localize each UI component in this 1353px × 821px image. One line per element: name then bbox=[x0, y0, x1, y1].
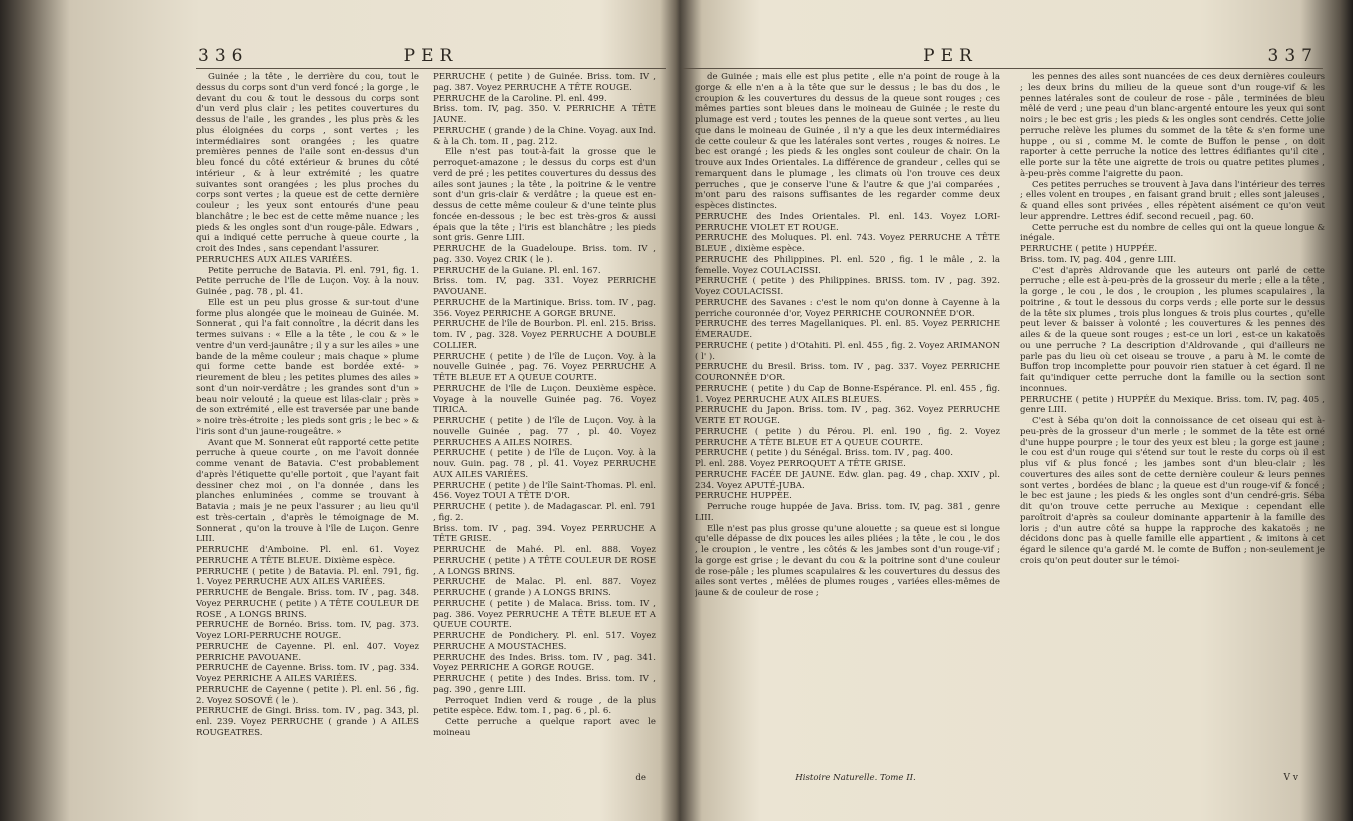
left-columns bbox=[196, 72, 656, 766]
paragraph: PERRUCHE ( petite ) d'Otahiti. Pl. enl. 455 , fig. 2. Voyez ARIMANON ( l' ). bbox=[695, 340, 1000, 362]
signature-mark: V v bbox=[1283, 773, 1298, 783]
left-page bbox=[196, 0, 666, 821]
paragraph: Perroquet Indien verd & rouge , de la plus petite espèce. Edw. tom. I , pag. 6 , pl. 6. bbox=[433, 695, 656, 717]
left-page-header bbox=[196, 46, 666, 66]
paragraph: Petite perruche de Batavia. Pl. enl. 791, fig. 1. Petite perruche de l'île de Luçon. Voy. à la nouv. Guinée , pag. 78 , pl. 41. bbox=[196, 265, 419, 297]
paragraph: PERRUCHE ( petite ) de l'île de Luçon. Voy. à la nouvelle Guinée , pag. 77 , pl. 40. Voyez PERRUCHES A AILES NOIRES. bbox=[433, 416, 656, 448]
right-page-header bbox=[683, 46, 1338, 66]
paragraph: PERRUCHE du Bresil. Briss. tom. IV , pag. 337. Voyez PERRICHE COURONNÉE D'OR. bbox=[695, 362, 1000, 383]
paragraph: PERRUCHE des Indes. Briss. tom. IV , pag. 341. Voyez PERRICHE A GORGE ROUGE. bbox=[433, 652, 656, 674]
paragraph: PERRUCHE du Japon. Briss. tom. IV , pag. 362. Voyez PERRUCHE VERTE ET ROUGE. bbox=[695, 405, 1000, 426]
paragraph: Avant que M. Sonnerat eût rapporté cette petite perruche à queue courte , on me l'avoit donnée comme venant de Batavia. C'est probablement d'après l'étiquette qu'elle portoit , que l'ayant fait dessiner chez moi , on l'a donnée , dans les planches enluminées , comme se trouvant à Batavia ; mais je ne peux l'assurer ; au lieu qu'il est très-certain , d'après le témoignage de M. Sonnerat , qu'on la trouve à l'île de Luçon. Genre LIII. bbox=[196, 437, 419, 545]
paragraph: Briss. tom. IV, pag. 331. Voyez PERRICHE PAVOUANE. bbox=[433, 276, 656, 297]
paragraph: Briss. tom. IV, pag. 404 , genre LIII. bbox=[1020, 254, 1177, 265]
paragraph: Ces petites perruches se trouvent à Java dans l'intérieur des terres ; elles volent en troupes , en faisant grand bruit ; elles sont jaleuses , & quand elles sont privées , elles répètent aisément ce qu'on veut leur apprendre. Lettres édif. second recueil , pag. 60. bbox=[1020, 179, 1325, 222]
paragraph: PERRUCHE ( petite ) du Sénégal. Briss. tom. IV , pag. 400. bbox=[695, 448, 953, 459]
paragraph: PERRUCHE ( petite ) de Guinée. Briss. tom. IV , pag. 387. Voyez PERRUCHE A TÊTE ROUGE. bbox=[433, 72, 656, 93]
paragraph: PERRUCHE de Cayenne ( petite ). Pl. enl. 56 , fig. 2. Voyez SOSOVÉ ( le ). bbox=[196, 684, 419, 706]
paragraph: PERRUCHE HUPPÉE. bbox=[695, 491, 792, 502]
paragraph: PERRUCHE ( petite ) du Cap de Bonne-Espérance. Pl. enl. 455 , fig. 1. Voyez PERRUCHE AUX AILES BLEUES. bbox=[695, 383, 1000, 405]
right-page bbox=[683, 0, 1338, 821]
paragraph: PERRUCHE de Pondichery. Pl. enl. 517. Voyez PERRUCHE A MOUSTACHES. bbox=[433, 631, 656, 652]
right-running-head: PER bbox=[923, 46, 978, 66]
paragraph: PERRUCHE de Bornéo. Briss. tom. IV, pag. 373. Voyez LORI-PERRUCHE ROUGE. bbox=[196, 620, 419, 641]
paragraph: PERRUCHE ( petite ) de Batavia. Pl. enl. 791, fig. 1. Voyez PERRUCHE AUX AILES VARIÉES. bbox=[196, 566, 419, 588]
paragraph: Perruche rouge huppée de Java. Briss. tom. IV, pag. 381 , genre LIII. bbox=[695, 502, 1000, 523]
left-catchword: de bbox=[635, 773, 646, 783]
paragraph: Guinée ; la tête , le derrière du cou, tout le dessus du corps sont d'un verd foncé ; la gorge , le devant du cou & tout le dessous du corps sont d'un verd plus clair ; les petites couvertures du dessus de l'aile , les grandes , les plus près & les plus éloignées du corps , sont vertes ; les intermédiaires sont orangées ; les quatre premières pennes de l'aile sont en-dessus d'un bleu foncé du côté extérieur & brunes du côté intérieur , & à leur extrémité ; les quatre suivantes sont orangées ; les plus proches du corps sont vertes ; la queue est de cette dernière couleur ; les yeux sont entourés d'une peau blanchâtre ; le bec est de cette même nuance ; les pieds & les ongles sont d'un rouge-pâle. Edwars , qui a indiqué cette perruche à queue courte , la croit des Indes , sans cependant l'assurer. bbox=[196, 72, 419, 254]
paragraph: PERRUCHE des terres Magellaniques. Pl. enl. 85. Voyez PERRICHE ÉMERAUDE. bbox=[695, 319, 1000, 340]
right-page-number: 337 bbox=[1267, 46, 1318, 66]
paragraph: PERRUCHE de Mahé. Pl. enl. 888. Voyez PERRUCHE ( petite ) A TÊTE COULEUR DE ROSE , A LONGS BRINS. bbox=[433, 545, 656, 577]
paragraph: PERRUCHE de Malac. Pl. enl. 887. Voyez PERRUCHE ( grande ) A LONGS BRINS. bbox=[433, 577, 656, 598]
paragraph: PERRUCHE ( petite ) de l'île de Luçon. Voy. à la nouv. Guin. pag. 78 , pl. 41. Voyez PERRUCHE AUX AILES VARIÉES. bbox=[433, 448, 656, 480]
paragraph: PERRUCHE de Cayenne. Briss. tom. IV , pag. 334. Voyez PERRICHE A AILES VARIÉES. bbox=[196, 663, 419, 684]
paragraph: PERRUCHE de Gingi. Briss. tom. IV , pag. 343, pl. enl. 239. Voyez PERRUCHE ( grande ) A AILES ROUGEATRES. bbox=[196, 706, 419, 738]
left-column-1 bbox=[196, 72, 419, 766]
paragraph: PERRUCHE des Moluques. Pl. enl. 743. Voyez PERRUCHE A TÊTE BLEUE , dixième espèce. bbox=[695, 233, 1000, 254]
paragraph: de Guinée ; mais elle est plus petite , elle n'a point de rouge à la gorge & elle n'en a à la tête que sur le dessus ; le bas du dos , le croupion & les couvertures du dessus de la queue sont rouges ; ces mêmes parties sont bleues dans le moineau de Guinée ; le reste du plumage est verd ; toutes les pennes de la queue sont vertes , au lieu que dans le moineau de Guinée , il n'y a que les deux intermédiaires de cette couleur & que les latérales sont vertes , rouges & noires. Le bec est orangé ; les pieds & les ongles sont couleur de chair. On la trouve aux Indes Orientales. La différence de grandeur , celles qui se remarquent dans le plumage , les climats où l'on trouve ces deux perruches , que je conserve l'une & l'autre & que j'ai comparées , m'ont paru des raisons suffisantes de les regarder comme deux espèces distinctes. bbox=[695, 72, 1000, 211]
left-header-rule bbox=[196, 68, 666, 69]
paragraph: Briss. tom. IV , pag. 394. Voyez PERRUCHE A TÊTE GRISE. bbox=[433, 523, 656, 545]
paragraph: Elle n'est pas tout-à-fait la grosse que le perroquet-amazone ; le dessus du corps est d'un verd de pré ; les petites couvertures du dessus des ailes sont jaunes ; la tête , la poitrine & le ventre sont d'un gris-clair & verdâtre ; la queue est en-dessus de cette même couleur & d'une teinte plus foncée en-dessous ; le bec est très-gros & aussi épais que la tête ; l'iris est blanchâtre ; les pieds sont gris. Genre LIII. bbox=[433, 147, 656, 244]
paragraph: PERRUCHE ( petite ) des Indes. Briss. tom. IV , pag. 390 , genre LIII. bbox=[433, 674, 656, 695]
paragraph: PERRUCHE de Bengale. Briss. tom. IV , pag. 348. Voyez PERRUCHE ( petite ) A TÊTE COULEUR DE ROSE , A LONGS BRINS. bbox=[196, 588, 419, 620]
paragraph: PERRUCHE ( petite ) HUPPÉE. bbox=[1020, 244, 1158, 254]
paragraph: PERRUCHE de la Caroline. Pl. enl. 499. bbox=[433, 93, 607, 104]
paragraph: PERRUCHE ( petite ) de l'île Saint-Thomas. Pl. enl. 456. Voyez TOUI A TÊTE D'OR. bbox=[433, 480, 656, 502]
paragraph: PERRUCHE d'Amboine. Pl. enl. 61. Voyez PERRUCHE A TÊTE BLEUE. Dixième espèce. bbox=[196, 545, 419, 566]
paragraph: Cette perruche a quelque raport avec le moineau bbox=[433, 717, 656, 738]
paragraph: Pl. enl. 288. Voyez PERROQUET A TÊTE GRISE. bbox=[695, 459, 906, 469]
right-page-footer: Histoire Naturelle. Tome II. bbox=[795, 773, 916, 783]
paragraph: PERRUCHE ( petite ) de l'île de Luçon. Voy. à la nouvelle Guinée , pag. 76. Voyez PERRUCHE A TÊTE BLEUE ET A QUEUE COURTE. bbox=[433, 351, 656, 383]
paragraph: Cette perruche est du nombre de celles qui ont la queue longue & inégale. bbox=[1020, 222, 1325, 244]
paragraph: les pennes des ailes sont nuancées de ces deux dernières couleurs ; les deux brins du milieu de la queue sont d'un rouge-vif & les pennes latérales sont de couleur de rose - pâle , terminées de bleu mêlé de verd ; une peau d'un blanc-argenté entoure les yeux qui sont noirs ; le bec est gris ; les pieds & les ongles sont cendrés. Cette jolie perruche relève les plumes du sommet de la tête & s'en forme une huppe , ou si , comme M. le comte de Buffon le pense , on doit raporter à cette perruche la notice des lettres édifiantes qu'il cite , elle porte sur la tête une aigrette de trois ou quatre petites plumes , à-peu-près comme l'aigrette du paon. bbox=[1020, 72, 1325, 179]
paragraph: PERRUCHE de Cayenne. Pl. enl. 407. Voyez PERRICHE PAVOUANE. bbox=[196, 641, 419, 663]
paragraph: PERRUCHE des Indes Orientales. Pl. enl. 143. Voyez LORI-PERRUCHE VIOLET ET ROUGE. bbox=[695, 211, 1000, 233]
right-column-1 bbox=[695, 72, 1000, 766]
paragraph: PERRUCHE de l'île de Luçon. Deuxième espèce. Voyage à la nouvelle Guinée pag. 76. Voyez TIRICA. bbox=[433, 383, 656, 416]
paragraph: Elle est un peu plus grosse & sur-tout d'une forme plus alongée que le moineau de Guinée. M. Sonnerat , qui l'a fait connoître , la décrit dans les termes suivans : « Elle a la tête , le cou & » le ventre d'un verd-jaunâtre ; il y a sur les ailes » une bande de la même couleur ; mais chaque » plume qui forme cette bande est bordée exté- » rieurement de bleu ; les petites plumes des ailes » sont d'un noir-verdâtre ; les grandes sont d'un » beau noir velouté ; la queue est lilas-clair ; près » de son extrémité , elle est traversée par une bande » noire très-étroite ; les pieds sont gris ; le bec » & l'iris sont d'un jaune-rougeâtre. » bbox=[196, 297, 419, 437]
paragraph: PERRUCHE de l'île de Bourbon. Pl. enl. 215. Briss. tom. IV , pag. 328. Voyez PERRUCHE A DOUBLE COLLIER. bbox=[433, 319, 656, 351]
left-running-head: PER bbox=[403, 46, 459, 66]
paragraph: PERRUCHE ( petite ) de Malaca. Briss. tom. IV , pag. 386. Voyez PERRUCHE A TÊTE BLEUE ET A QUEUE COURTE. bbox=[433, 598, 656, 631]
paragraph: PERRUCHE ( petite ) HUPPÉE du Mexique. Briss. tom. IV, pag. 405 , genre LIII. bbox=[1020, 394, 1325, 416]
paragraph: PERRUCHE des Philippines. Pl. enl. 520 , fig. 1 le mâle , 2. la femelle. Voyez COULACISSI. bbox=[695, 254, 1000, 276]
left-column-2 bbox=[433, 72, 656, 766]
paragraph: PERRUCHE de la Guadeloupe. Briss. tom. IV , pag. 330. Voyez CRIK ( le ). bbox=[433, 244, 656, 265]
right-header-rule bbox=[683, 68, 1323, 69]
right-columns bbox=[695, 72, 1325, 766]
paragraph: PERRUCHE ( petite ) du Pérou. Pl. enl. 190 , fig. 2. Voyez PERRUCHE A TÊTE BLEUE ET A QUEUE COURTE. bbox=[695, 426, 1000, 448]
paragraph: PERRUCHE des Savanes : c'est le nom qu'on donne à Cayenne à la perriche couronnée d'or, Voyez PERRICHE COURONNÉE D'OR. bbox=[695, 297, 1000, 319]
paragraph: PERRUCHE ( grande ) de la Chine. Voyag. aux Ind. & à la Ch. tom. II , pag. 212. bbox=[433, 125, 656, 147]
paragraph: PERRUCHE de la Guiane. Pl. enl. 167. bbox=[433, 265, 601, 276]
right-column-2 bbox=[1020, 72, 1325, 766]
paragraph: C'est à Séba qu'on doit la connoissance de cet oiseau qui est à-peu-près de la grosseur d'un merle ; le sommet de la tête est orné d'une huppe pourpre ; le tour des yeux est bleu ; la gorge est jaune ; le cou est d'un rouge qui s'étend sur tout le reste du corps où il est plus vif & plus foncé ; les jambes sont d'un bleu-clair ; les couvertures des ailes sont de cette dernière couleur & leurs pennes sont vertes , bordées de blanc ; la queue est d'un rouge-vif & foncé ; le bec est jaune ; les pieds & les ongles sont d'un cendré-gris. Séba dit qu'on trouve cette perruche au Mexique : cependant elle paroîtroit d'après sa couleur dominante appartenir à la famille des loris ; d'un autre côté sa huppe la rapproche des kakatoës ; ne décidons donc pas à quelle famille elle appartient , & imitons à cet égard le silence qu'a gardé M. le comte de Buffon ; non-seulement je crois qu'on peut douter sur le témoi- bbox=[1020, 416, 1325, 566]
paragraph: Briss. tom. IV, pag. 350. V. PERRICHE A TÊTE JAUNE. bbox=[433, 104, 656, 125]
paragraph: Elle n'est pas plus grosse qu'une alouette ; sa queue est si longue qu'elle dépasse de dix pouces les ailes pliées ; la tête , le cou , le dos , le croupion , le ventre , les côtés & les jambes sont d'un rouge-vif ; la gorge est grise ; le devant du cou & la poitrine sont d'une couleur de rose-pâle ; les plumes scapulaires & les couvertures du dessus des ailes sont vertes , mêlées de plumes rouges , variées elles-mêmes de jaune & de couleur de rose ; bbox=[695, 523, 1000, 598]
paragraph: PERRUCHE ( petite ). de Madagascar. Pl. enl. 791 , fig. 2. bbox=[433, 502, 656, 523]
paragraph: PERRUCHES AUX AILES VARIÉES. bbox=[196, 254, 353, 265]
left-page-number: 336 bbox=[198, 46, 249, 66]
paragraph: C'est d'après Aldrovande que les auteurs ont parlé de cette perruche ; elle est à-peu-près de la grosseur du merle ; elle a la tête , la gorge , le cou , le dos , le croupion , les plumes scapulaires , la poitrine , & tout le dessous du corps verds ; elle porte sur le dessus de la tête six plumes , trois plus longues & trois plus courtes , qu'elle peut lever & baisser à volonté ; les couvertures & les pennes des ailes & de la queue sont rouges ; est-ce un lori , est-ce un kakatoës ou une perruche ? La description d'Aldrovande , qui d'ailleurs ne parle pas du lieu où cet oiseau se trouve , a paru à M. le comte de Buffon trop incomplette pour pouvoir rien statuer à cet égard. Il ne fait qu'indiquer cette perruche dont la famille ou la section sont inconnues. bbox=[1020, 265, 1325, 394]
paragraph: PERRUCHE ( petite ) des Philippines. BRISS. tom. IV , pag. 392. Voyez COULACISSI. bbox=[695, 276, 1000, 297]
paragraph: PERRUCHE FACÉE DE JAUNE. Edw. glan. pag. 49 , chap. XXIV , pl. 234. Voyez APUTÉ-JUBA. bbox=[695, 469, 1000, 491]
paragraph: PERRUCHE de la Martinique. Briss. tom. IV , pag. 356. Voyez PERRICHE A GORGE BRUNE. bbox=[433, 297, 656, 319]
